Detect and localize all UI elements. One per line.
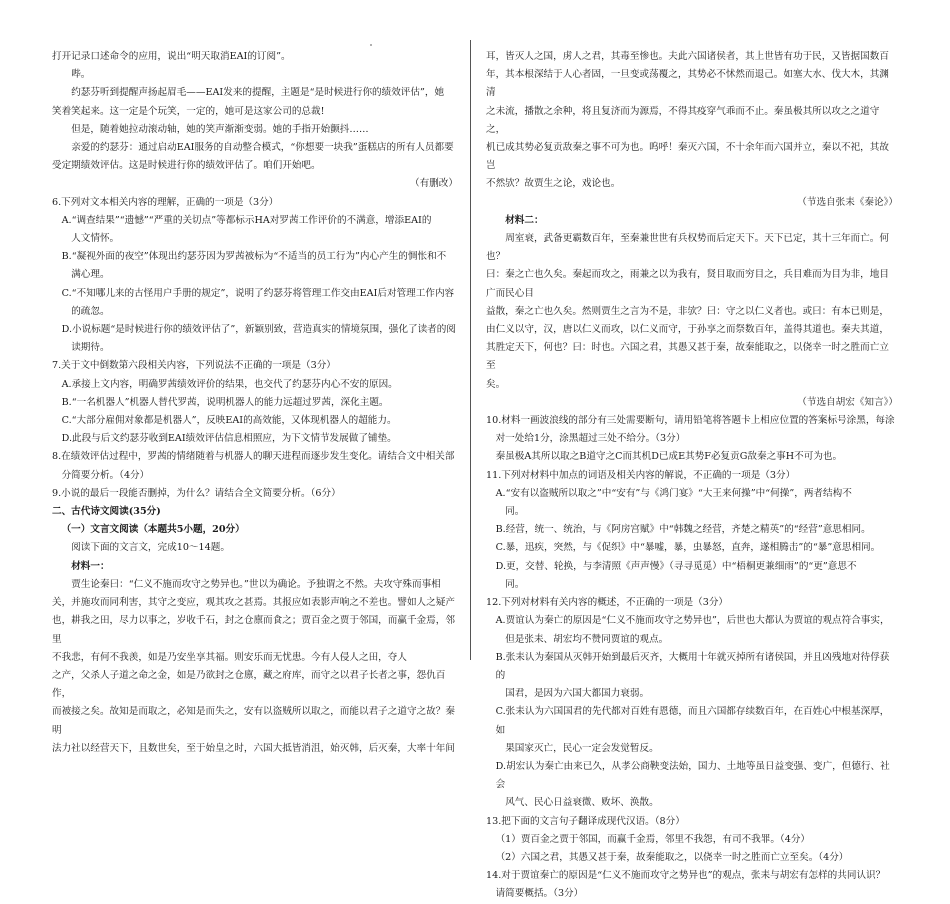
right-text-line: A.“安有以盗贼所以取之”中“安有”与《鸿门宴》“大王来何操”中“何操”，两者结构不 (495, 487, 852, 499)
left-text-line: 贾生论秦曰：“仁义不施而攻守之势异也。”世以为确论。予独谓之不然。夫攻守殊而事相 (71, 578, 441, 590)
left-text-line: 的疏忽。 (71, 305, 110, 317)
right-text-line: 之未流，播散之余种，将且复济而为源焉，不得其疫穿气乖而不止。秦虽极其所以攻之之道守之， (486, 105, 880, 135)
left-text-line: 读期待。 (71, 342, 110, 354)
left-text-line: 9.小说的最后一段能否删掉，为什么？请结合全文简要分析。（6分） (52, 487, 341, 499)
left-text-line: （一）文言文阅读（本题共5小题，20分） (61, 524, 245, 536)
left-text-line: A.“调查结果”“遗憾”“严重的关切点”等都标示HA对罗茜工作评价的不满意，增添EAI的 (61, 214, 432, 226)
right-text-line: 由仁义以守，汉，唐以仁义而攻，以仁义而守，于孙享之而祭数百年，盖得其道也。秦夫其道， (486, 324, 889, 336)
column-divider (470, 40, 471, 660)
left-text-line: 二、古代诗文阅读(35分) (52, 506, 161, 518)
right-text-line: （2）六国之君，其愚又甚于秦，故秦能取之，以侥幸一时之胜而亡立至矣。（4分） (495, 851, 849, 863)
right-text-line: 秦虽极A其所以取之B道守之C而其机D已成E其势F必复贡G敌秦之事H不可为也。 (495, 451, 843, 463)
left-text-line: A.承接上文内容，明确罗茜绩效评价的结果，也交代了约瑟芬内心不安的原因。 (61, 378, 398, 390)
right-text-line: 其胜定天下，何也？曰：时也。六国之君，其愚又甚于秦，故秦能取之，以侥幸一时之胜而亡立至 (486, 342, 889, 372)
right-text-line: 周室衰，武备更霸数百年，至秦兼世世有兵权势而后定天下。天下已定，其十三年而亡。何也？ (486, 233, 889, 263)
left-text-line: D.此段与后文约瑟芬收到EAI绩效评估信息相照应，为下文情节发展做了铺垫。 (61, 433, 397, 445)
left-text-line: 阅读下面的文言文，完成10～14题。 (71, 542, 230, 554)
left-text-line: 约瑟芬听到提醒声扬起眉毛——EAI发来的提醒，主题是“是时候进行你的绩效评估”，她 (71, 87, 445, 99)
left-text-line: 6.下列对文本相关内容的理解，正确的一项是（3分） (52, 196, 279, 208)
right-text-line: 10.材料一画波浪线的部分有三处需要断句，请用铅笔将答题卡上相应位置的答案标号涂黑，每涂 (486, 415, 895, 427)
left-text-line: 法力社以经营天下，且数世矣，至于始皇之时，六国大抵皆消沮，始灭韩，后灭秦，大率十年间 (52, 742, 455, 754)
left-text-line: 受定期绩效评估。这是时候进行你的绩效评估了。咱们开始吧。 (52, 160, 321, 172)
right-text-line: 但是张耒、胡宏均不赞同贾谊的观点。 (505, 633, 669, 645)
left-text-line: B.“一名机器人”机器人替代罗茜，说明机器人的能力远超过罗茜，深化主题。 (61, 396, 389, 408)
right-text-line: 对一处给1分，涂黑超过三处不给分。（3分） (495, 433, 686, 445)
right-text-line: D.胡宏认为秦亡由来已久，从孝公商鞅变法始，国力、土地等虽日益变强、变广，但德行、社会 (495, 760, 890, 791)
left-text-line: 满心理。 (71, 269, 110, 281)
left-text-line: 材料一： (71, 560, 110, 572)
left-text-line: B.“凝视外面的夜空”体现出约瑟芬因为罗茜被标为“不适当的员工行为”内心产生的惆怅和不 (61, 251, 447, 263)
left-text-line: 8.在绩效评估过程中，罗茜的情绪随着与机器人的聊天进程而逐步发生变化。请结合文中相关部 (52, 451, 455, 463)
right-text-line: （节选自张耒《秦论》） (797, 196, 898, 208)
right-text-line: B.张耒认为秦国从灭韩开始到最后灭齐，大概用十年就灭掉所有诸侯国，并且凶残地对待俘获的 (495, 651, 890, 681)
right-text-line: D.更，交替、轮换，与李清照《声声慢》（寻寻觅觅）中“梧桐更兼细雨”的“更”意思不 (495, 560, 857, 572)
left-text-line: 不我悲，有何不我羡，如是乃安坐享其福。则安乐而无忧患。今有人侵人之田，夺人 (52, 651, 407, 663)
right-text-line: 国君，是因为六国大都国力衰弱。 (505, 688, 650, 700)
right-text-line: 13.把下面的文言句子翻译成现代汉语。（8分） (486, 815, 685, 827)
decorative-dot (370, 44, 372, 46)
left-text-line: D.小说标题“是时候进行你的绩效评估了”，新颖别致，营造真实的情境氛围，强化了读者的阅 (61, 324, 456, 336)
left-text-line: 打开记录口述命令的应用，说出“明天取消EAI的订阅”。 (52, 51, 291, 62)
left-text-line: （有删改） (410, 178, 458, 190)
right-text-line: 机已成其势必复贡敌秦之事不可为也。呜呼！秦灭六国，不十余年而六国并立，秦以不祀，其故岂 (486, 142, 889, 172)
right-text-line: 同。 (505, 506, 525, 518)
left-text-line: 也，耕我之田，尽力以事之，岁收千石，封之仓廪而食之；贾百金之贾于邻国，而赢千金焉，邻里 (52, 615, 455, 645)
right-text-line: 11.下列对材料中加点的词语及相关内容的解说，不正确的一项是（3分） (486, 469, 796, 481)
left-text-line: 之产，父杀人子道之命之金，如是乃欲封之仓廪，藏之府库，而守之以君子长者之事，怨仇百作， (52, 669, 446, 700)
right-text-line: 12.下列对材料有关内容的概述，不正确的一项是（3分） (486, 597, 729, 609)
right-text-line: 材料二： (505, 214, 544, 226)
left-text-line: 7.关于文中倒数第六段相关内容，下列说法不正确的一项是（3分） (52, 360, 336, 372)
left-text-line: 而被接之矣。故知是而取之，必知是而失之，安有以盗贼所以取之，而能以君子之道守之故？秦明 (52, 706, 455, 736)
left-text-line: 关，并施攻而同利害，其守之变应，观其攻之甚焉。其报应如表影声响之不差也。譬如人之疑产 (52, 597, 455, 609)
right-text-line: 风气、民心日益衰微、败坏、涣散。 (505, 797, 659, 809)
right-text-line: 曰：秦之亡也久矣。秦起而攻之，雨兼之以为我有，贤目取而穷目之，兵目难而为目为非，地目广而民心目 (486, 269, 889, 299)
right-text-line: 矣。 (486, 378, 506, 390)
left-text-line: 笑着笑起来。这一定是个玩笑，一定的，她可是这家公司的总裁! (52, 105, 325, 117)
right-text-line: B.经营，统一、统治，与《阿房宫赋》中“韩魏之经营，齐楚之精英”的“经营”意思相同。 (495, 524, 871, 536)
right-text-line: 不然欤？故贾生之论，戏论也。 (486, 178, 621, 190)
left-text-line: 哔。 (71, 69, 91, 81)
left-text-line: C.“大部分雇佣对象都是机器人”，反映EAI的高效能，又体现机器人的超能力。 (61, 415, 397, 427)
right-text-line: （1）贾百金之贾于邻国，而赢千金焉，邻里不我怨，有司不我罪。（4分） (495, 833, 811, 845)
left-text-line: 亲爱的约瑟芬：通过启动EAI服务的自动整合模式，“你想要一块我”蛋糕店的所有人员都要 (71, 142, 454, 154)
left-text-line: 分简要分析。（4分） (61, 469, 150, 481)
right-text-line: 益散，秦之亡也久矣。然则贾生之言为不是，非欤？曰：守之以仁义者也。或曰：有本已则是， (486, 305, 889, 317)
right-text-line: 请简要概括。（3分） (495, 888, 584, 900)
right-text-line: 耳，皆灭人之国，虏人之君，其毒至惨也。夫此六国诸侯者，其上世皆有功于民，又皆据国数百 (486, 51, 889, 62)
right-text-line: 果国家灭亡，民心一定会发觉暂反。 (505, 742, 659, 754)
right-text-line: 14.对于贾谊秦亡的原因是“仁义不施而攻守之势异也”的观点，张耒与胡宏有怎样的共同认识？ (486, 870, 886, 882)
right-text-line: （节选自胡宏《知言》） (797, 396, 898, 408)
left-column (52, 48, 458, 758)
right-text-line: 年，其本根深结于人心者固，一旦变或荡覆之，其势必不怵然而退己。如塞大水、伐大木，其渊清 (486, 69, 889, 99)
right-text-line: C.张耒认为六国国君的先代都对百姓有恩德，而且六国都存续数百年，在百姓心中根基深厚，如 (495, 706, 890, 736)
left-text-line: 但是，随着她拉动滚动轴，她的笑声渐渐变弱。她的手指开始颤抖…… (71, 123, 369, 135)
right-text-line: A.贾谊认为秦亡的原因是“仁义不施而攻守之势异也”，后世也大都认为贾谊的观点符合事实， (495, 615, 890, 627)
right-column (486, 48, 898, 904)
left-text-line: C.“不知哪儿来的古怪用户手册的规定”，说明了约瑟芬将管理工作交由EAI后对管理工作内容 (61, 287, 455, 299)
left-text-line: 人文情怀。 (71, 233, 120, 245)
right-text-line: 同。 (505, 578, 525, 590)
right-text-line: C.暴，迅疾，突然，与《促织》中“暴嘘，暴，虫暴怒，直奔，遂相腾击”的“暴”意思相同。 (495, 542, 881, 554)
